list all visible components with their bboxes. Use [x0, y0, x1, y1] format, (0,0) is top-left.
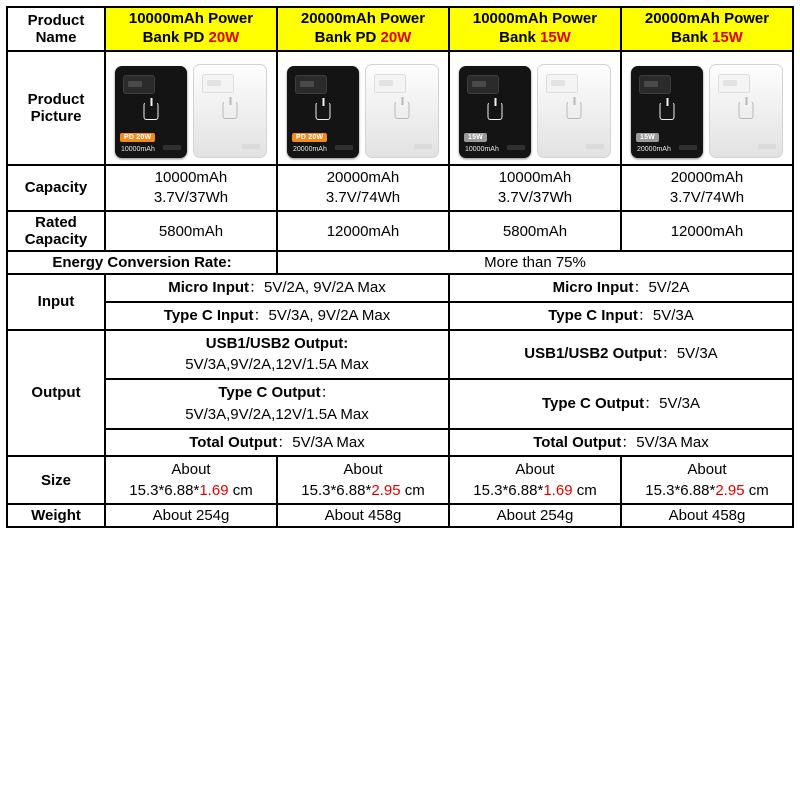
row-label-product-picture: Product Picture [7, 51, 105, 165]
table-row-product-picture [7, 51, 793, 165]
powerbank-white-icon [537, 64, 611, 158]
wattage-badge: PD 20W [120, 133, 155, 142]
ports-icon [507, 145, 525, 150]
rated-capacity-col-1: 5800mAh [105, 211, 277, 251]
input-micro-pd: Micro Input：5V/2A, 9V/2A Max [105, 274, 449, 302]
output-total-pd: Total Output：5V/3A Max [105, 429, 449, 457]
powerbank-black-icon [287, 66, 359, 158]
input-micro-std: Micro Input：5V/2A [449, 274, 793, 302]
product-name-col-3: 10000mAh Power Bank 15W [449, 7, 621, 51]
display-screen-icon [374, 74, 406, 93]
input-typec-std: Type C Input：5V/3A [449, 302, 793, 330]
capacity-print: 20000mAh [637, 145, 671, 153]
energy-conversion-value: More than 75% [277, 251, 793, 274]
powerbank-white-icon [365, 64, 439, 158]
product-name-col-2: 20000mAh Power Bank PD 20W [277, 7, 449, 51]
capacity-col-1: 10000mAh 3.7V/37Wh [105, 165, 277, 212]
brand-logo-icon [488, 102, 503, 120]
powerbank-black-icon [115, 66, 187, 158]
weight-col-3: About 254g [449, 504, 621, 527]
weight-col-2: About 458g [277, 504, 449, 527]
size-col-2: About 15.3*6.88*2.95 cm [277, 456, 449, 504]
display-screen-icon [639, 75, 671, 94]
row-label-output: Output [7, 330, 105, 457]
output-typec-pd: Type C Output： 5V/3A,9V/2A,12V/1.5A Max [105, 379, 449, 429]
rated-capacity-col-4: 12000mAh [621, 211, 793, 251]
table-row-product-name [7, 7, 793, 51]
brand-logo-icon [567, 101, 582, 119]
powerbank-black-icon [631, 66, 703, 158]
product-picture-col-4 [621, 51, 793, 165]
display-screen-icon [295, 75, 327, 94]
row-label-rated-capacity: Rated Capacity [7, 211, 105, 251]
powerbank-illustration [281, 58, 445, 158]
brand-logo-icon [144, 102, 159, 120]
table-row-output-typec [7, 379, 793, 429]
ports-icon [414, 144, 432, 149]
output-usb-std: USB1/USB2 Output：5V/3A [449, 330, 793, 380]
product-picture-col-1 [105, 51, 277, 165]
product-name-col-1: 10000mAh Power Bank PD 20W [105, 7, 277, 51]
input-typec-pd: Type C Input：5V/3A, 9V/2A Max [105, 302, 449, 330]
brand-logo-icon [395, 101, 410, 119]
powerbank-illustration [625, 58, 789, 158]
product-spec-table [6, 6, 794, 528]
output-usb-pd: USB1/USB2 Output: 5V/3A,9V/2A,12V/1.5A Max [105, 330, 449, 380]
capacity-print: 10000mAh [465, 145, 499, 153]
brand-logo-icon [316, 102, 331, 120]
ports-icon [335, 145, 353, 150]
powerbank-white-icon [709, 64, 783, 158]
display-screen-icon [718, 74, 750, 93]
ports-icon [758, 144, 776, 149]
size-col-3: About 15.3*6.88*1.69 cm [449, 456, 621, 504]
ports-icon [242, 144, 260, 149]
powerbank-illustration [109, 58, 273, 158]
brand-logo-icon [660, 102, 675, 120]
table-row-size [7, 456, 793, 504]
size-col-4: About 15.3*6.88*2.95 cm [621, 456, 793, 504]
capacity-col-4: 20000mAh 3.7V/74Wh [621, 165, 793, 212]
table-row-output-usb [7, 330, 793, 380]
size-col-1: About 15.3*6.88*1.69 cm [105, 456, 277, 504]
wattage-badge: 15W [636, 133, 659, 142]
display-screen-icon [202, 74, 234, 93]
brand-logo-icon [739, 101, 754, 119]
energy-conversion-label: Energy Conversion Rate: [7, 251, 277, 274]
table-row-energy-conversion [7, 251, 793, 274]
display-screen-icon [467, 75, 499, 94]
output-typec-std: Type C Output：5V/3A [449, 379, 793, 429]
powerbank-black-icon [459, 66, 531, 158]
table-row-input-typec [7, 302, 793, 330]
ports-icon [679, 145, 697, 150]
product-picture-col-3 [449, 51, 621, 165]
weight-col-1: About 254g [105, 504, 277, 527]
powerbank-white-icon [193, 64, 267, 158]
row-label-input: Input [7, 274, 105, 330]
display-screen-icon [546, 74, 578, 93]
row-label-size: Size [7, 456, 105, 504]
output-total-std: Total Output：5V/3A Max [449, 429, 793, 457]
rated-capacity-col-3: 5800mAh [449, 211, 621, 251]
capacity-col-2: 20000mAh 3.7V/74Wh [277, 165, 449, 212]
capacity-print: 10000mAh [121, 145, 155, 153]
wattage-badge: 15W [464, 133, 487, 142]
capacity-print: 20000mAh [293, 145, 327, 153]
ports-icon [586, 144, 604, 149]
row-label-weight: Weight [7, 504, 105, 527]
product-name-col-4: 20000mAh Power Bank 15W [621, 7, 793, 51]
row-label-product-name: Product Name [7, 7, 105, 51]
capacity-col-3: 10000mAh 3.7V/37Wh [449, 165, 621, 212]
rated-capacity-col-2: 12000mAh [277, 211, 449, 251]
product-picture-col-2 [277, 51, 449, 165]
table-row-capacity [7, 165, 793, 212]
wattage-badge: PD 20W [292, 133, 327, 142]
table-row-output-total [7, 429, 793, 457]
table-row-input-micro [7, 274, 793, 302]
powerbank-illustration [453, 58, 617, 158]
brand-logo-icon [223, 101, 238, 119]
row-label-capacity: Capacity [7, 165, 105, 212]
weight-col-4: About 458g [621, 504, 793, 527]
table-row-weight [7, 504, 793, 527]
ports-icon [163, 145, 181, 150]
table-row-rated-capacity [7, 211, 793, 251]
display-screen-icon [123, 75, 155, 94]
